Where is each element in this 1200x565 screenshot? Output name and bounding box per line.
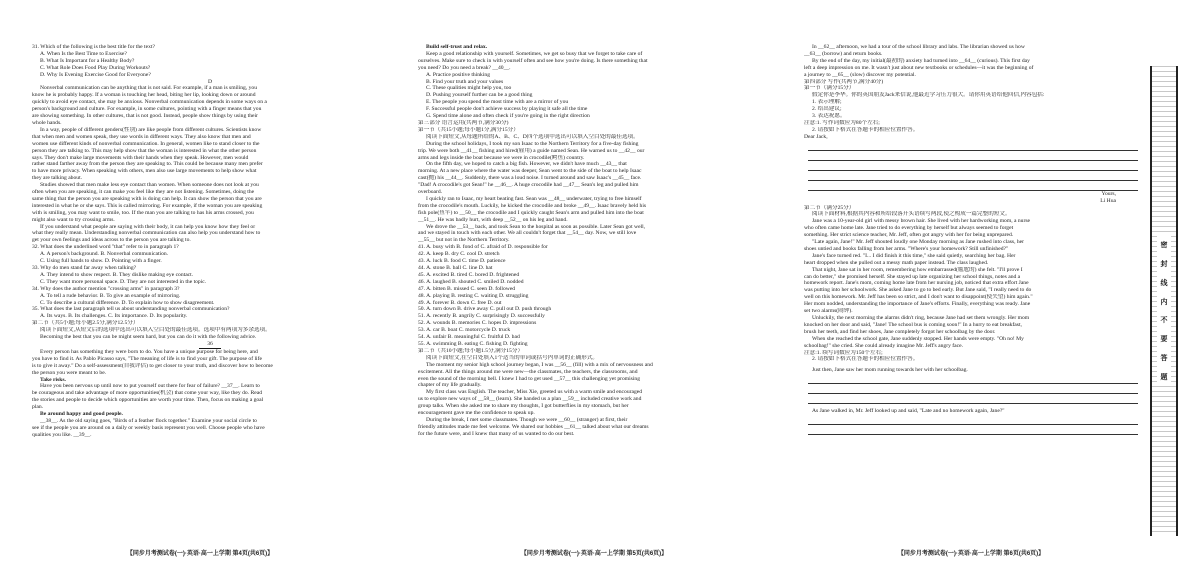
text-line: overboard. bbox=[418, 189, 443, 196]
text-line: from the crocodile's mouth. Luckily, he kicked the crocodile and broke __49__. Isaac bravely held his bbox=[418, 202, 647, 209]
text-line: C. What Role Does Food Play During Workouts? bbox=[40, 64, 151, 71]
text-line: they are talking about. bbox=[32, 175, 83, 182]
text-line: D. Pushing yourself further can be a good thing bbox=[426, 92, 533, 99]
text-line: well on this homework. Mr. Jeff has been so strict, and I don't want to disappoint(使失望) him again." bbox=[804, 294, 1033, 301]
seal-char: 内 bbox=[1160, 297, 1168, 306]
text-line: women use different kinds of nonverbal communication. In general, women like to stand closer to the bbox=[32, 140, 260, 147]
text-line: who often came home late. Jane tried to do everything by herself but always seemed to forget bbox=[804, 225, 1014, 232]
text-line: 31. Which of the following is the best title for the text? bbox=[32, 44, 155, 50]
seal-char: 封 bbox=[1160, 259, 1168, 268]
text-line: "Late again, Jane!" Mr. Jeff shouted loudly one Monday morning as Jane rushed into class, her bbox=[812, 239, 1025, 246]
text-line: something. Her strict science teacher, Mr. Jeff, often got angry with her for being unprepared. bbox=[804, 232, 1014, 239]
text-line: Have you been nervous up until now to put yourself out there for fear of failure? __37__. Learn to bbox=[40, 383, 260, 390]
text-line: encouragement gave me the confidence to speak up. bbox=[418, 410, 535, 417]
text-line: 第二节（满分25分） bbox=[804, 204, 855, 211]
text-line: Keep a good relationship with yourself. Sometimes, we get so busy that we forget to take care of bbox=[426, 50, 643, 57]
text-line: Be around happy and good people. bbox=[40, 411, 123, 418]
text-line: 1. 表示理解; bbox=[812, 99, 842, 106]
text-line: 41. A. busy with B. fond of C. afraid of D. responsible for bbox=[418, 244, 548, 251]
text-line: In __62__ afternoon, we had a tour of the school library and labs. The librarian showed us how bbox=[812, 44, 1025, 50]
text-line: us to explore new ways of __58__ (learn). She handed us a plan __59__ included creative work and bbox=[418, 396, 642, 403]
text-line: are showing something. In other cultures, that is not good. Instead, people show things by using their bbox=[32, 113, 258, 120]
text-line: 阅读下面短文,在空白处填入1个适当的单词或括号内单词的正确形式。 bbox=[426, 354, 599, 361]
exam-page-6 bbox=[796, 0, 1146, 565]
text-line: 54. A. unfair B. meaningful C. fruitful D. bad bbox=[418, 334, 520, 341]
text-line: get your own feelings and ideas across to the person you are talking to. bbox=[32, 237, 191, 244]
text-line: __63__ (borrow) and return books. bbox=[804, 50, 883, 57]
text-line: might also want to try crossing arms. bbox=[32, 216, 115, 223]
text-line: In a way, people of different genders(性别) are like people from different cultures. Scientists know bbox=[40, 126, 262, 133]
text-line: Jane's face turned red. "I... I did finish it this time," she said quietly, searching her bag. Her bbox=[812, 252, 1016, 259]
text-line: 47. A. bitten B. missed C. seen D. followed bbox=[418, 285, 516, 292]
text-line: If you understand what people are saying with their body, it can help you know how they feel or bbox=[40, 223, 256, 230]
seal-char: 密 bbox=[1160, 241, 1168, 249]
text-line: 第一节（满分15分） bbox=[804, 85, 855, 92]
page-4-footer: 【同步月考测试卷(一)·英语·高一上学期 第4页(共6页)】 bbox=[126, 551, 274, 557]
letter-writing-lines bbox=[804, 141, 1142, 191]
continuation-lines-1 bbox=[804, 374, 1142, 404]
text-line: When she reached the school gate, Jane suddenly stopped. Her hands were empty. "Oh no! My bbox=[812, 335, 1024, 342]
text-line: 48. A. playing B. resting C. waiting D. struggling bbox=[418, 292, 529, 299]
text-line: heart dropped when she pulled out a messy math paper instead. The class laughed. bbox=[804, 259, 989, 266]
text-line: person they are talking to. This may help show that the woman is interested in what the other person bbox=[32, 147, 257, 154]
seal-char: 线 bbox=[1160, 278, 1168, 287]
text-line: 33. Why do men stand far away when talking? bbox=[32, 265, 137, 271]
text-line: A. To tell a rude behavior. B. To give an example of mirroring. bbox=[40, 292, 181, 299]
text-line: __55__ but not in the Northern Territory. bbox=[418, 237, 510, 244]
continuation-lines-2 bbox=[804, 415, 1142, 435]
text-line: Her mom nodded, understanding the importance of Jane's efforts. Finally, everything was ready. Jane bbox=[804, 301, 1031, 308]
text-line: 50. A. turn down B. drive away C. pull out D. push through bbox=[418, 306, 552, 313]
text-line: 第四部分 写作(共两节,满分40分) bbox=[804, 78, 884, 85]
text-line: "Dad! A crocodile's got Sean!" he __46__. A huge crocodile had __47__ Sean's leg and pulled him bbox=[418, 182, 639, 189]
text-line: 假定你是李华。你的英国朋友Jack来信说,他最近学习压力很大。请你用英语给他回信,内容包括: bbox=[812, 92, 1045, 99]
text-line: D bbox=[207, 78, 213, 85]
text-line: 49. A. forever B. down C. free D. out bbox=[418, 299, 502, 306]
text-line: brush her teeth, and find her shoes, Jane completely forgot her schoolbag by the door. bbox=[804, 328, 996, 335]
seal-char: 题 bbox=[1160, 372, 1168, 381]
text-line: 42. A. keep B. dry C. cool D. stretch bbox=[418, 251, 500, 258]
text-line: whole hands. bbox=[32, 119, 62, 126]
text-line: 注意:1. 写作词数应为80个左右; bbox=[804, 119, 880, 126]
text-line: 3. 表达祝愿。 bbox=[812, 113, 846, 120]
text-line: a journey to __65__ (slow) discover my potential. bbox=[804, 71, 916, 78]
text-line: the person you were meant to be. bbox=[32, 369, 107, 376]
text-line: A. Practice positive thinking bbox=[426, 71, 491, 78]
text-line: E. The people you spend the most time with are a mirror of you bbox=[426, 99, 569, 106]
continuation-prompt-2: As Jane walked in, Mr. Jeff looked up and said, "Late and no homework again, Jane?" bbox=[812, 408, 1005, 415]
seal-char: 答 bbox=[1160, 354, 1168, 363]
text-line: cast(抛) his __44__. Suddenly, there was a loud noise. I turned around and saw Isaac's __45__ face. bbox=[418, 175, 642, 182]
text-line: knocked on her door and said, "Jane! The school bus is coming soon!" In a hurry to eat breakfast, bbox=[804, 321, 1022, 328]
seal-char: 要 bbox=[1160, 335, 1168, 344]
text-line: The moment my senior high school journey began, I was __56__ (fill) with a mix of nervousness and bbox=[426, 361, 653, 368]
text-line: 53. A. car B. boat C. motorcycle D. truck bbox=[418, 327, 511, 334]
text-line: Becoming the best that you can be might seem hard, but you can do it with the following advice. bbox=[40, 334, 257, 341]
text-line: 2. 请按如下格式在答题卡的相应位置作答。 bbox=[812, 126, 919, 133]
text-line: arms and legs inside the boat because we were in crocodile(鳄鱼) country. bbox=[418, 154, 585, 161]
text-line: 46. A. laughed B. shouted C. smiled D. nodded bbox=[418, 278, 524, 285]
exam-page-5 bbox=[400, 0, 788, 565]
text-line: My first class was English. The teacher, Miss Xie, greeted us with a warm smile and encouraged bbox=[426, 389, 643, 396]
text-line: quickly to avoid eye contact, she may be anxious. Nonverbal communication depends in some ways on a bbox=[32, 99, 267, 106]
text-line: 注意:1. 续写词数应为150个左右; bbox=[804, 349, 883, 356]
seal-line-strip bbox=[1150, 66, 1178, 536]
page-6-writing-task-2 bbox=[804, 205, 1142, 364]
text-line: excitement. All the things around me were new—the classmates, the teachers, the classrooms, and bbox=[418, 368, 638, 375]
page-6-text bbox=[804, 44, 1142, 537]
text-line: to have more privacy. When speaking with others, men also use large movements to help show what bbox=[32, 168, 257, 175]
seal-char: 不 bbox=[1160, 316, 1168, 325]
text-line: I quickly ran to Isaac, my heart beating fast. Sean was __48__ underwater, trying to free himself bbox=[426, 195, 642, 202]
text-line: plan. bbox=[32, 404, 44, 411]
text-line: fish pole(鱼竿) to __50__ the crocodile and I quickly caught Sean's arm and pulled him into the boat bbox=[418, 209, 644, 216]
text-line: shoes untied and books falling from her arms. "Where's your homework? Still unfinished?" bbox=[804, 245, 1009, 252]
text-line: Nonverbal communication can be anything that is not said. For example, if a man is smiling, you bbox=[40, 85, 258, 92]
text-line: 第一节（共15小题;每小题1分,满分15分） bbox=[418, 126, 519, 133]
text-line: On the fifth day, we hoped to catch a big fish. However, we didn't have much __43__ that bbox=[426, 161, 627, 168]
text-line: C. These qualities might help you, too bbox=[426, 85, 512, 92]
text-line: set two alarms(闹钟). bbox=[804, 308, 853, 315]
text-line: A. A person's background. B. Nonverbal communication. bbox=[40, 251, 169, 258]
text-line: We drove the __53__ back, and took Sean to the hospital as soon as possible. Later Sean got well, bbox=[426, 223, 646, 230]
text-line: Every person has something they were born to do. You have a unique purpose for being here, and bbox=[40, 348, 258, 355]
text-line: rather stand farther away from the person they are speaking to. This could be because many men prefer bbox=[32, 161, 263, 168]
text-line: A. They intend to show respect. B. They dislike making eye contact. bbox=[40, 271, 194, 278]
text-line: C. They want more personal space. D. They are not interested in the topic. bbox=[40, 278, 207, 285]
text-line: 51. A. recently B. angrily C. surprisingly D. successfully bbox=[418, 313, 545, 320]
text-line: trip. We were both __41__ fishing and hired(雇用) a guide named Sean. He warned us to __42__ our bbox=[418, 147, 645, 154]
text-line: even the sound of the morning bell. I knew I had to get used __57__ this challenging yet promising bbox=[418, 375, 640, 382]
text-line: you have to find it. As Pablo Picasso says, "The meaning of life is to find your gift. The purpose of life bbox=[32, 355, 262, 362]
text-line: 44. A. stone B. ball C. line D. hat bbox=[418, 265, 493, 271]
text-line: C. Using full hands to show. D. Pointing with a finger. bbox=[40, 258, 162, 265]
letter-signature: Li Hua bbox=[1100, 197, 1116, 204]
text-line: 32. What does the underlined word "that" refer to in paragraph 1? bbox=[32, 244, 179, 251]
text-line: ourselves. Make sure to check in with yourself often and see how you're doing. Is there something that bbox=[418, 57, 648, 64]
text-line: 阅读下面短文,从短文后的选项中选出可以填入空白处的最佳选项。选项中有两项为多余选项。 bbox=[40, 327, 271, 334]
text-line: see if the people you are around on a daily or weekly basis represent you well. Choose people who have bbox=[32, 424, 265, 431]
text-line: same thing that the person you are speaking with is doing can help. It can show the person that you are bbox=[32, 195, 262, 202]
text-line: chapter of my life gradually. bbox=[418, 382, 482, 389]
text-line: person's background and culture. For example, in some cultures, pointing with a finger means that you bbox=[32, 106, 262, 113]
text-line: That night, Jane sat in her room, remembering how embarrassed(尴尬的) she felt. "I'll prove I bbox=[812, 266, 1023, 273]
text-line: 第三部分 语言运用(共两节,满分30分) bbox=[418, 119, 509, 126]
text-line: B. What Is Important for a Healthy Body? bbox=[40, 57, 135, 64]
text-line: says. They don't make large movements with their hands when they speak. However, men would bbox=[32, 154, 249, 161]
text-line: qualities you like. __39__. bbox=[32, 431, 92, 438]
page-5-footer: 【同步月考测试卷(一)·英语·高一上学期 第5页(共6页)】 bbox=[520, 551, 668, 557]
text-line: __38__. As the old saying goes, "Birds of a feather flock together." Examine your social circle to bbox=[40, 417, 257, 424]
text-line: interested in what he or she says. This is called mirroring. For example, if the woman you are speaking bbox=[32, 202, 263, 209]
text-line: often when you are speaking, it can make you feel like they are not listening. Sometimes, doing the bbox=[32, 189, 255, 196]
text-line: 2. 请按如下格式在答题卡的相应位置作答。 bbox=[812, 356, 919, 363]
continuation-prompt-1: Just then, Jane saw her mom running towards her with her schoolbag. bbox=[812, 367, 968, 374]
text-line: Studies showed that men make less eye contact than women. When someone does not look at you bbox=[40, 182, 259, 189]
text-line: 36 bbox=[32, 341, 388, 349]
text-line: Dear Jack, bbox=[804, 133, 828, 140]
text-line: left a deep impression on me. It wasn't just about new textbooks or schedules—it was the beginning of bbox=[804, 64, 1034, 71]
text-line: __51__. He was badly hurt, with deep __52__ on his leg and hand. bbox=[418, 216, 568, 223]
text-line: Take risks. bbox=[40, 376, 66, 383]
text-line: 43. A. luck B. food C. time D. patience bbox=[418, 258, 506, 265]
text-line: B. Find your truth and your values bbox=[426, 78, 504, 85]
text-line: with is smiling, you may want to smile, too. If the man you are talking to has his arms crossed, you bbox=[32, 209, 254, 216]
text-line: what they really mean. Understanding nonverbal communication can also help you understand how to bbox=[32, 230, 261, 237]
text-line: schoolbag!" she cried. She could already imagine Mr. Jeff's angry face. bbox=[804, 342, 963, 349]
text-line: A. Its ways. B. Its challenges. C. Its importance. D. Its popularity. bbox=[40, 313, 188, 320]
page-6-footer: 【同步月考测试卷(一)·英语·高一上学期 第6页(共6页)】 bbox=[897, 551, 1045, 557]
page-4-text bbox=[32, 44, 388, 537]
text-line: During the break, I met some classmates. Though we were __60__ (stranger) at first, their bbox=[426, 416, 628, 423]
text-line: F. Successful people don't achieve success by playing it safe all the time bbox=[426, 106, 588, 113]
text-line: that when men and women speak, they use words in different ways. They also know that men and bbox=[32, 133, 251, 140]
text-line: morning. At a new place where the water was deeper, Sean went to the side of the boat to help Isaac bbox=[418, 168, 642, 175]
text-line: be courageous and take advantage of more opportunities(机会) that come your way, like they do. Read bbox=[32, 390, 262, 397]
text-line: 第二节（共5小题;每小题2.5分,满分12.5分） bbox=[32, 320, 139, 327]
text-line: 第二节（共10小题;每小题1.5分,满分15分） bbox=[418, 347, 524, 354]
text-line: was putting into her schoolwork. She asked Jane to go to bed early. But Jane said, "I really need to do bbox=[804, 287, 1032, 294]
text-line: you need? Do you need a break? __40__. bbox=[418, 64, 511, 71]
seal-line-label bbox=[1157, 236, 1171, 386]
text-line: G. Spend time alone and often check if you're going in the right direction bbox=[426, 113, 590, 120]
text-line: 阅读下面短文,从每题所给的A、B、C、D四个选项中选出可以填入空白处的最佳选项。 bbox=[426, 133, 639, 140]
text-line: 52. A. wounds B. memories C. hopes D. impressions bbox=[418, 320, 537, 327]
letter-closing: Yours, bbox=[1101, 190, 1116, 197]
text-line: 阅读下面材料,根据其内容和所给段落开头语续写两段,使之构成一篇完整的短文。 bbox=[812, 211, 1011, 218]
text-line: the stories and people to decide which opportunities are worth your time. Then, focus on making a goal bbox=[32, 397, 264, 404]
page-5-text bbox=[418, 44, 782, 537]
exam-page-4 bbox=[6, 0, 394, 565]
text-line: know he is probably happy. If a woman is touching her head, biting her lip, looking down or around bbox=[32, 92, 256, 99]
text-line: D. Why Is Evening Exercise Good for Everyone? bbox=[40, 71, 151, 78]
text-line: 34. Why does the author mention "crossing arms" in paragraph 3? bbox=[32, 285, 180, 292]
text-line: A. When Is the Best Time to Exercise? bbox=[40, 50, 127, 57]
text-line: C. To describe a cultural difference. D. To explain how to show disagreement. bbox=[40, 299, 215, 306]
text-line: 45. A. excited B. tired C. bored D. frightened bbox=[418, 271, 520, 278]
text-line: During the school holidays, I took my son Isaac to the Northern Territory for a five-day fishing bbox=[426, 140, 639, 147]
text-line: for the future were, and I knew that many of us wanted to do our best. bbox=[418, 430, 575, 437]
text-line: and we stayed in touch with each other. We all couldn't forget that __54__ day. Now, we still love bbox=[418, 230, 637, 237]
text-line: 2. 给出建议; bbox=[812, 106, 842, 113]
text-line: group talks. When she asked me to share my thoughts, I got butterflies in my stomach, but her bbox=[418, 403, 629, 410]
text-line: Jane was a 10-year-old girl with messy brown hair. She lived with her hardworking mom, a nurse bbox=[812, 218, 1030, 225]
text-line: Build self-trust and relax. bbox=[426, 44, 488, 50]
text-line: 55. A. swimming B. eating C. fishing D. fighting bbox=[418, 340, 528, 347]
text-line: friendly attitudes made me feel welcome. We shared our hobbies __61__ talked about what our dreams bbox=[418, 423, 649, 430]
text-line: can do better," she promised herself. She stayed up late organizing her school things, notes and a bbox=[804, 273, 1021, 280]
text-line: By the end of the day, my initial(最初的) anxiety had turned into __64__ (curious). This first day bbox=[812, 57, 1030, 64]
text-line: Unluckily, the next morning the alarms didn't ring, because Jane had set them wrongly. Her mom bbox=[812, 315, 1030, 321]
text-line: is to give it away." Do a self-assessment(自我评估) to get closer to your truth, and discover how to become bbox=[32, 362, 273, 369]
page-6-writing-task-1 bbox=[804, 44, 1142, 141]
text-line: 35. What does the last paragraph tell us about understanding nonverbal communication? bbox=[32, 306, 230, 313]
text-line: homework report. Jane's mom, coming home late from her nursing job, noticed that extra effort Jane bbox=[804, 280, 1029, 287]
